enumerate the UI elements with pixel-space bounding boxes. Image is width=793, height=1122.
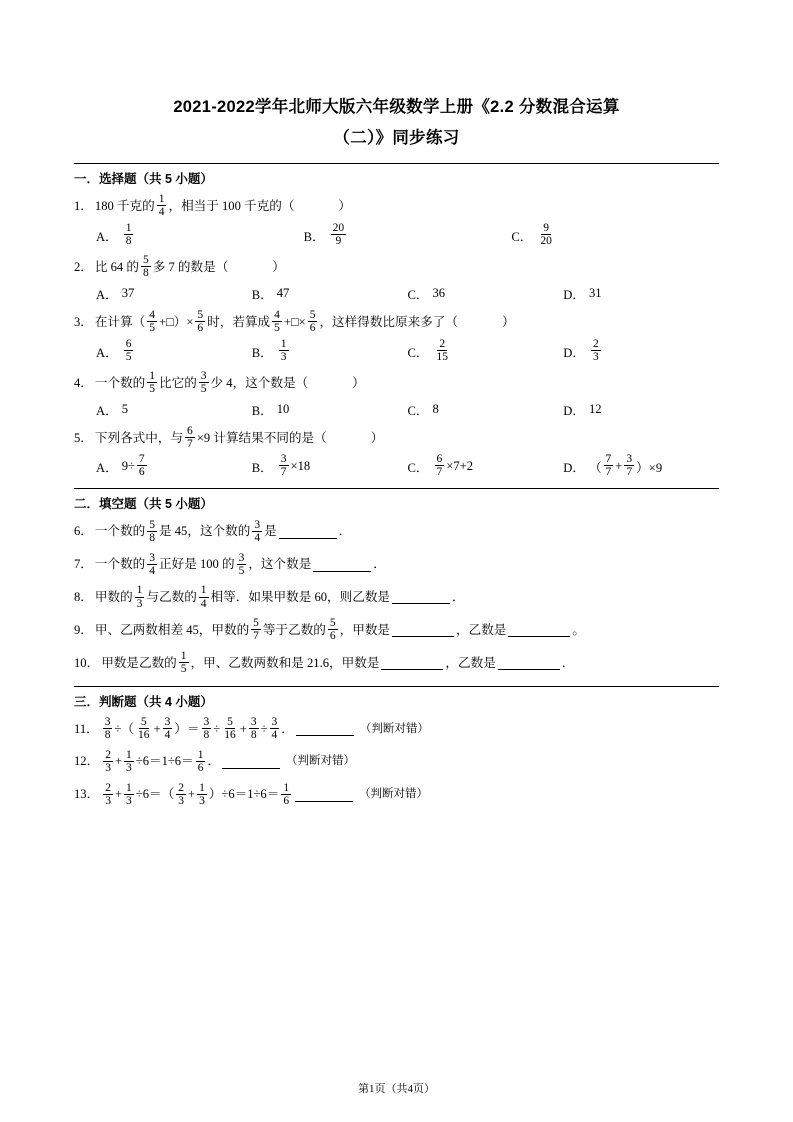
question-5-options <box>96 454 719 479</box>
page-title <box>82 92 711 153</box>
question-3-text-d: +□× <box>283 314 306 329</box>
option-a[interactable]: A． $\frac{6}{5}$ <box>96 337 132 363</box>
answer-blank[interactable] <box>508 624 570 637</box>
fraction: $\frac{3}{5}$ <box>200 370 207 396</box>
option-a[interactable]: A． 5 <box>96 401 128 418</box>
question-11-number: 11． <box>74 721 99 736</box>
question-8 <box>74 585 719 611</box>
fraction: $\frac{7}{6}$ <box>138 453 145 479</box>
option-a[interactable]: A． $\frac{1}{8}$ <box>96 221 132 247</box>
question-4-text-a: 一个数的 <box>94 375 146 390</box>
operator: + <box>114 754 123 769</box>
question-4 <box>74 371 719 397</box>
answer-blank[interactable] <box>392 624 454 637</box>
question-10-text-a: 甲数是乙数的 <box>101 655 177 670</box>
fraction: $\frac{2}{3}$ <box>105 781 111 807</box>
question-6-text-b: 是 45，这个数的 <box>159 524 251 539</box>
question-1-text-c: ） <box>338 199 351 214</box>
operator: ÷6＝1÷6＝ <box>135 754 194 769</box>
fraction: $\frac{2}{15}$ <box>436 337 448 363</box>
operator: ÷ <box>213 721 221 736</box>
fraction: $\frac{3}{8}$ <box>104 715 111 741</box>
fraction: $\frac{1}{3}$ <box>280 337 287 363</box>
option-d[interactable]: D． （ $\frac{7}{7}$ + $\frac{3}{7}$ ）×9 <box>563 453 663 479</box>
question-13-hint: （判断对错） <box>359 788 429 801</box>
question-9-text-d: ，乙数是 <box>456 622 507 637</box>
option-d[interactable]: D． $\frac{2}{3}$ <box>563 337 599 363</box>
question-8-text-d: ． <box>452 590 465 605</box>
fraction: $\frac{7}{7}$ <box>605 453 612 479</box>
option-d[interactable]: D． 31 <box>563 285 602 302</box>
page-number: 第1页（共4页） <box>358 1083 435 1095</box>
option-b[interactable]: B． 10 <box>251 401 290 418</box>
fraction: $\frac{5}{6}$ <box>197 309 204 335</box>
question-12 <box>74 749 719 775</box>
option-c[interactable]: C． $\frac{9}{20}$ <box>511 221 552 247</box>
question-3-text-a: 在计算（ <box>94 314 146 329</box>
question-1 <box>74 194 719 220</box>
operator: + <box>187 787 196 802</box>
question-6-number: 6． <box>74 524 93 539</box>
question-4-text-c: 少 4，这个数是（ <box>210 375 309 390</box>
question-6-text-c: 是 <box>264 524 277 539</box>
question-10-text-c: ，乙数是 <box>445 655 496 670</box>
question-2-number: 2． <box>74 259 93 274</box>
fraction: $\frac{9}{20}$ <box>540 221 552 247</box>
question-3-text-f: ） <box>501 314 515 329</box>
option-b[interactable]: B． $\frac{3}{7}$ ×18 <box>251 453 311 479</box>
fraction: $\frac{5}{8}$ <box>149 518 156 544</box>
fraction: $\frac{1}{5}$ <box>149 370 156 396</box>
option-d[interactable]: D． 12 <box>563 401 602 418</box>
question-6-text-d: ． <box>338 524 352 539</box>
operator: + <box>153 721 161 736</box>
question-3-text-b: +□）× <box>159 314 194 329</box>
question-2-text-a: 比 64 的 <box>94 259 139 274</box>
question-10-text-b: ，甲、乙数两数和是 21.6，甲数是 <box>190 655 380 670</box>
question-1-text-b: ，相当于 100 千克的（ <box>168 199 295 214</box>
question-5-text-b: ×9 计算结果不同的是（ <box>196 430 327 445</box>
fraction: $\frac{20}{9}$ <box>332 221 345 247</box>
fraction: $\frac{3}{7}$ <box>280 453 287 479</box>
question-2 <box>74 255 719 281</box>
question-3-text-e: ，这样得数比原来多了（ <box>319 314 458 329</box>
option-c[interactable]: C． $\frac{6}{7}$ ×7+2 <box>407 453 474 479</box>
question-5 <box>74 426 719 452</box>
operator: ÷ <box>260 721 268 736</box>
fraction: $\frac{6}{7}$ <box>187 424 193 450</box>
fraction: $\frac{2}{3}$ <box>178 781 184 807</box>
question-1-text-a: 180 千克的 <box>94 199 155 214</box>
fraction: $\frac{1}{3}$ <box>126 748 132 774</box>
question-7-text-c: ，这个数是 <box>248 557 312 572</box>
question-7-text-d: ． <box>373 557 386 572</box>
question-11-hint: （判断对错） <box>359 722 429 735</box>
fraction: $\frac{1}{6}$ <box>283 781 290 807</box>
fraction: $\frac{1}{4}$ <box>158 193 165 219</box>
option-a[interactable]: A． 9÷ $\frac{7}{6}$ <box>96 453 145 479</box>
answer-blank[interactable] <box>381 657 443 670</box>
question-13-number: 13． <box>74 787 100 802</box>
fraction: $\frac{3}{4}$ <box>149 551 156 577</box>
question-3-number: 3． <box>74 314 93 329</box>
question-8-text-c: 相等．如果甲数是 60，则乙数是 <box>210 590 391 605</box>
fraction: $\frac{6}{5}$ <box>125 337 132 363</box>
fraction: $\frac{5}{7}$ <box>253 617 259 643</box>
option-c[interactable]: C． 8 <box>407 401 439 418</box>
question-9-number: 9． <box>74 622 93 637</box>
question-10-number: 10． <box>74 655 100 670</box>
fraction: $\frac{5}{16}$ <box>224 715 236 741</box>
question-7-text-b: 正好是 100 的 <box>159 557 235 572</box>
question-6 <box>74 519 719 545</box>
question-4-text-b: 比它的 <box>159 375 197 390</box>
question-5-text-c: ） <box>370 430 384 445</box>
fraction: $\frac{5}{6}$ <box>329 617 336 643</box>
page-title-line1: 2021-2022学年北师大版六年级数学上册《2.2 分数混合运算 <box>173 98 620 116</box>
question-8-text-b: 与乙数的 <box>146 590 197 605</box>
fraction: $\frac{3}{4}$ <box>164 715 171 741</box>
fraction: $\frac{1}{5}$ <box>180 650 187 676</box>
fraction: $\frac{2}{3}$ <box>105 748 111 774</box>
operator: ÷6＝（ <box>135 787 175 802</box>
fraction: $\frac{3}{4}$ <box>271 715 278 741</box>
page-title-line2: （二）》同步练习 <box>333 128 460 147</box>
question-9-text-b: 等于乙数的 <box>262 622 326 637</box>
operator: ． <box>207 754 221 769</box>
answer-blank[interactable] <box>498 657 560 670</box>
operator: ）÷6＝1÷6＝ <box>208 787 280 802</box>
question-4-text-d: ） <box>352 375 365 390</box>
question-7-text-a: 一个数的 <box>94 557 146 572</box>
question-9-text-e: 。 <box>572 622 585 637</box>
question-12-hint: （判断对错） <box>286 755 356 768</box>
fraction: $\frac{1}{3}$ <box>126 781 132 807</box>
question-4-number: 4． <box>74 375 93 390</box>
fraction: $\frac{1}{6}$ <box>197 748 204 774</box>
question-9-text-c: ，甲数是 <box>339 622 391 637</box>
operator: + <box>114 787 123 802</box>
fraction: $\frac{4}{5}$ <box>274 309 280 335</box>
operator: ）＝ <box>174 721 200 736</box>
option-b[interactable]: B． $\frac{1}{3}$ <box>251 337 287 363</box>
question-2-options <box>96 284 719 303</box>
option-b[interactable]: B． $\frac{20}{9}$ <box>303 221 345 247</box>
section-heading-fill: 二．填空题（共 5 小题） <box>74 488 719 512</box>
question-1-options <box>96 223 719 248</box>
fraction: $\frac{4}{5}$ <box>149 309 156 335</box>
question-5-number: 5． <box>74 430 93 445</box>
question-7-number: 7． <box>74 557 93 572</box>
answer-blank[interactable] <box>279 526 337 539</box>
question-1-number: 1． <box>74 199 93 214</box>
operator: + <box>239 721 247 736</box>
question-3 <box>74 310 719 336</box>
fraction: $\frac{3}{8}$ <box>250 715 257 741</box>
question-2-text-b: 多 7 的数是（ <box>152 259 229 274</box>
fraction: $\frac{1}{3}$ <box>199 781 205 807</box>
option-c[interactable]: C． 36 <box>407 285 446 302</box>
section-heading-judge: 三．判断题（共 4 小题） <box>74 686 719 710</box>
answer-blank[interactable] <box>295 789 353 802</box>
fraction: $\frac{2}{3}$ <box>592 337 599 363</box>
operator: ÷（ <box>114 721 134 736</box>
answer-blank[interactable] <box>222 756 280 769</box>
question-2-text-c: ） <box>272 259 285 274</box>
question-10 <box>74 651 719 677</box>
question-3-options <box>96 339 719 364</box>
fraction: $\frac{5}{8}$ <box>142 254 149 280</box>
fraction: $\frac{1}{8}$ <box>125 221 132 247</box>
answer-blank[interactable] <box>296 723 354 736</box>
fraction: $\frac{3}{7}$ <box>626 453 633 479</box>
question-10-text-d: ． <box>561 655 575 670</box>
fraction: $\frac{1}{4}$ <box>200 584 207 610</box>
operator: ． <box>281 721 294 736</box>
fraction: $\frac{1}{3}$ <box>136 584 143 610</box>
question-8-number: 8． <box>74 590 93 605</box>
question-11 <box>74 717 719 743</box>
option-b[interactable]: B． 47 <box>251 285 290 302</box>
section-heading-choice: 一．选择题（共 5 小题） <box>74 163 719 187</box>
fraction: $\frac{3}{4}$ <box>254 518 261 544</box>
question-9 <box>74 618 719 644</box>
question-8-text-a: 甲数的 <box>94 590 133 605</box>
fraction: $\frac{6}{7}$ <box>436 453 443 479</box>
answer-blank[interactable] <box>313 559 371 572</box>
question-12-number: 12． <box>74 754 100 769</box>
question-9-text-a: 甲、乙两数相差 45，甲数的 <box>94 622 250 637</box>
question-7 <box>74 552 719 578</box>
fraction: $\frac{5}{16}$ <box>138 715 150 741</box>
option-a[interactable]: A． 37 <box>96 285 135 302</box>
fraction: $\frac{5}{6}$ <box>309 309 316 335</box>
question-13 <box>74 782 719 808</box>
option-c[interactable]: C． $\frac{2}{15}$ <box>407 337 448 363</box>
question-4-options <box>96 400 719 419</box>
question-6-text-a: 一个数的 <box>94 524 146 539</box>
fraction: $\frac{3}{5}$ <box>238 551 245 577</box>
answer-blank[interactable] <box>392 592 450 605</box>
question-3-text-c: 时，若算成 <box>207 314 271 329</box>
fraction: $\frac{3}{8}$ <box>203 715 210 741</box>
question-5-text-a: 下列各式中，与 <box>94 430 184 445</box>
